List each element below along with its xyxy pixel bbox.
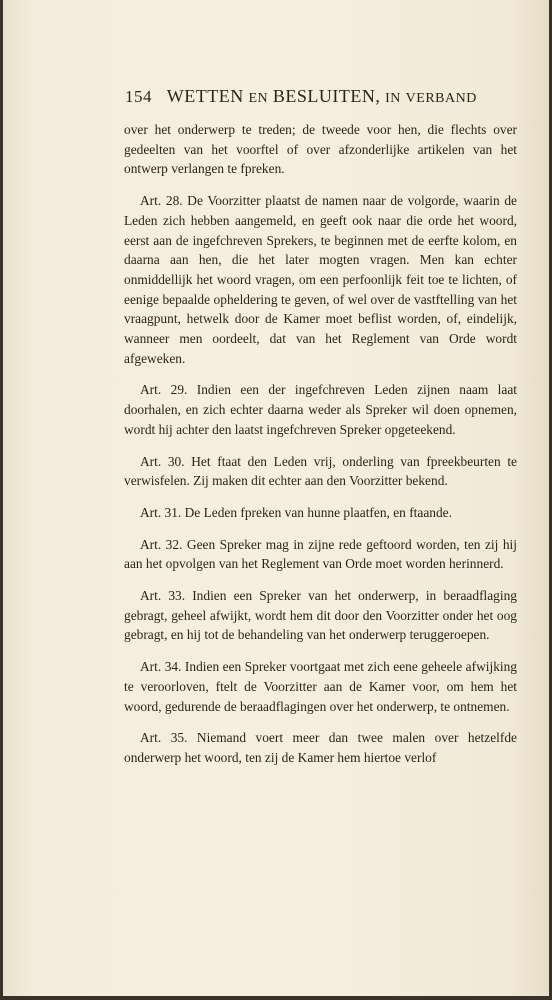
article-28: Art. 28. De Voorzitter plaatst de namen naar de volgorde, waarin de Leden zich hebben aangemeld, en geeft ook naar die orde het woord, eerst aan de ingefchreven Sprekers, te beginnen met de eerfte kolom, en daarna aan hen, die het later mogten vragen. Men kan echter onmiddellijk het woord vragen, om een perfoonlijk feit toe te lichten, of eenige bepaalde opheldering te geven, of wel over de vastftelling van het vraagpunt, hetwelk door de Kamer moet beflist worden, of, eindelijk, wanneer men oordeelt, dat van het Reglement van Orde wordt afgeweken. [124, 193, 517, 366]
paragraph-continuation: over het onderwerp te treden; de tweede voor hen, die flechts over gedeelten van het voorftel of over afzonderlijke artikelen van het ontwerp verlangen te fpreken. [124, 122, 517, 177]
article-35: Art. 35. Niemand voert meer dan twee malen over hetzelfde onderwerp het woord, ten zij de Kamer hem hiertoe verlof [124, 730, 517, 765]
article-32: Art. 32. Geen Spreker mag in zijne rede geftoord worden, ten zij hij aan het opvolgen van het Reglement van Orde moet worden herinnerd. [124, 536, 517, 572]
header-word-wetten: WETTEN [166, 86, 244, 106]
scan-border-bottom [0, 996, 552, 1000]
article-34: Art. 34. Indien een Spreker voortgaat met zich eene geheele afwijking te veroorloven, ftelt de Voorzitter aan de Kamer voor, om hem het woord, gedurende de beraadflagingen over het onderwerp, te ontnemen. [124, 659, 517, 714]
header-word-in: IN [385, 91, 401, 106]
article-30: Art. 30. Het ftaat den Leden vrij, onderling van fpreekbeurten te verwisfelen. Zij maken dit echter aan den Voorzitter bekend. [124, 453, 517, 489]
header-word-verband: VERBAND [405, 91, 477, 106]
header-word-en: EN [248, 91, 269, 106]
running-header [125, 86, 520, 112]
article-31: Art. 31. De Leden fpreken van hunne plaatfen, en ftaande. [140, 504, 452, 520]
article-33: Art. 33. Indien een Spreker van het onderwerp, in beraadflaging gebragt, geheel afwijkt, wordt hem dit door den Voorzitter onder het oog gebragt, en hij tot de behandeling van het onderwerp teruggeroepen. [124, 588, 517, 643]
header-word-besluiten: BESLUITEN, [272, 86, 381, 106]
body-text [124, 120, 517, 777]
article-29: Art. 29. Indien een der ingefchreven Leden zijnen naam laat doorhalen, en zich echter daarna weder als Spreker wil doen opnemen, wordt hij achter den laatst ingefchreven Spreker opgeteekend. [124, 382, 517, 437]
page-number: 154 [125, 87, 152, 106]
scan-border-left [0, 0, 3, 1000]
